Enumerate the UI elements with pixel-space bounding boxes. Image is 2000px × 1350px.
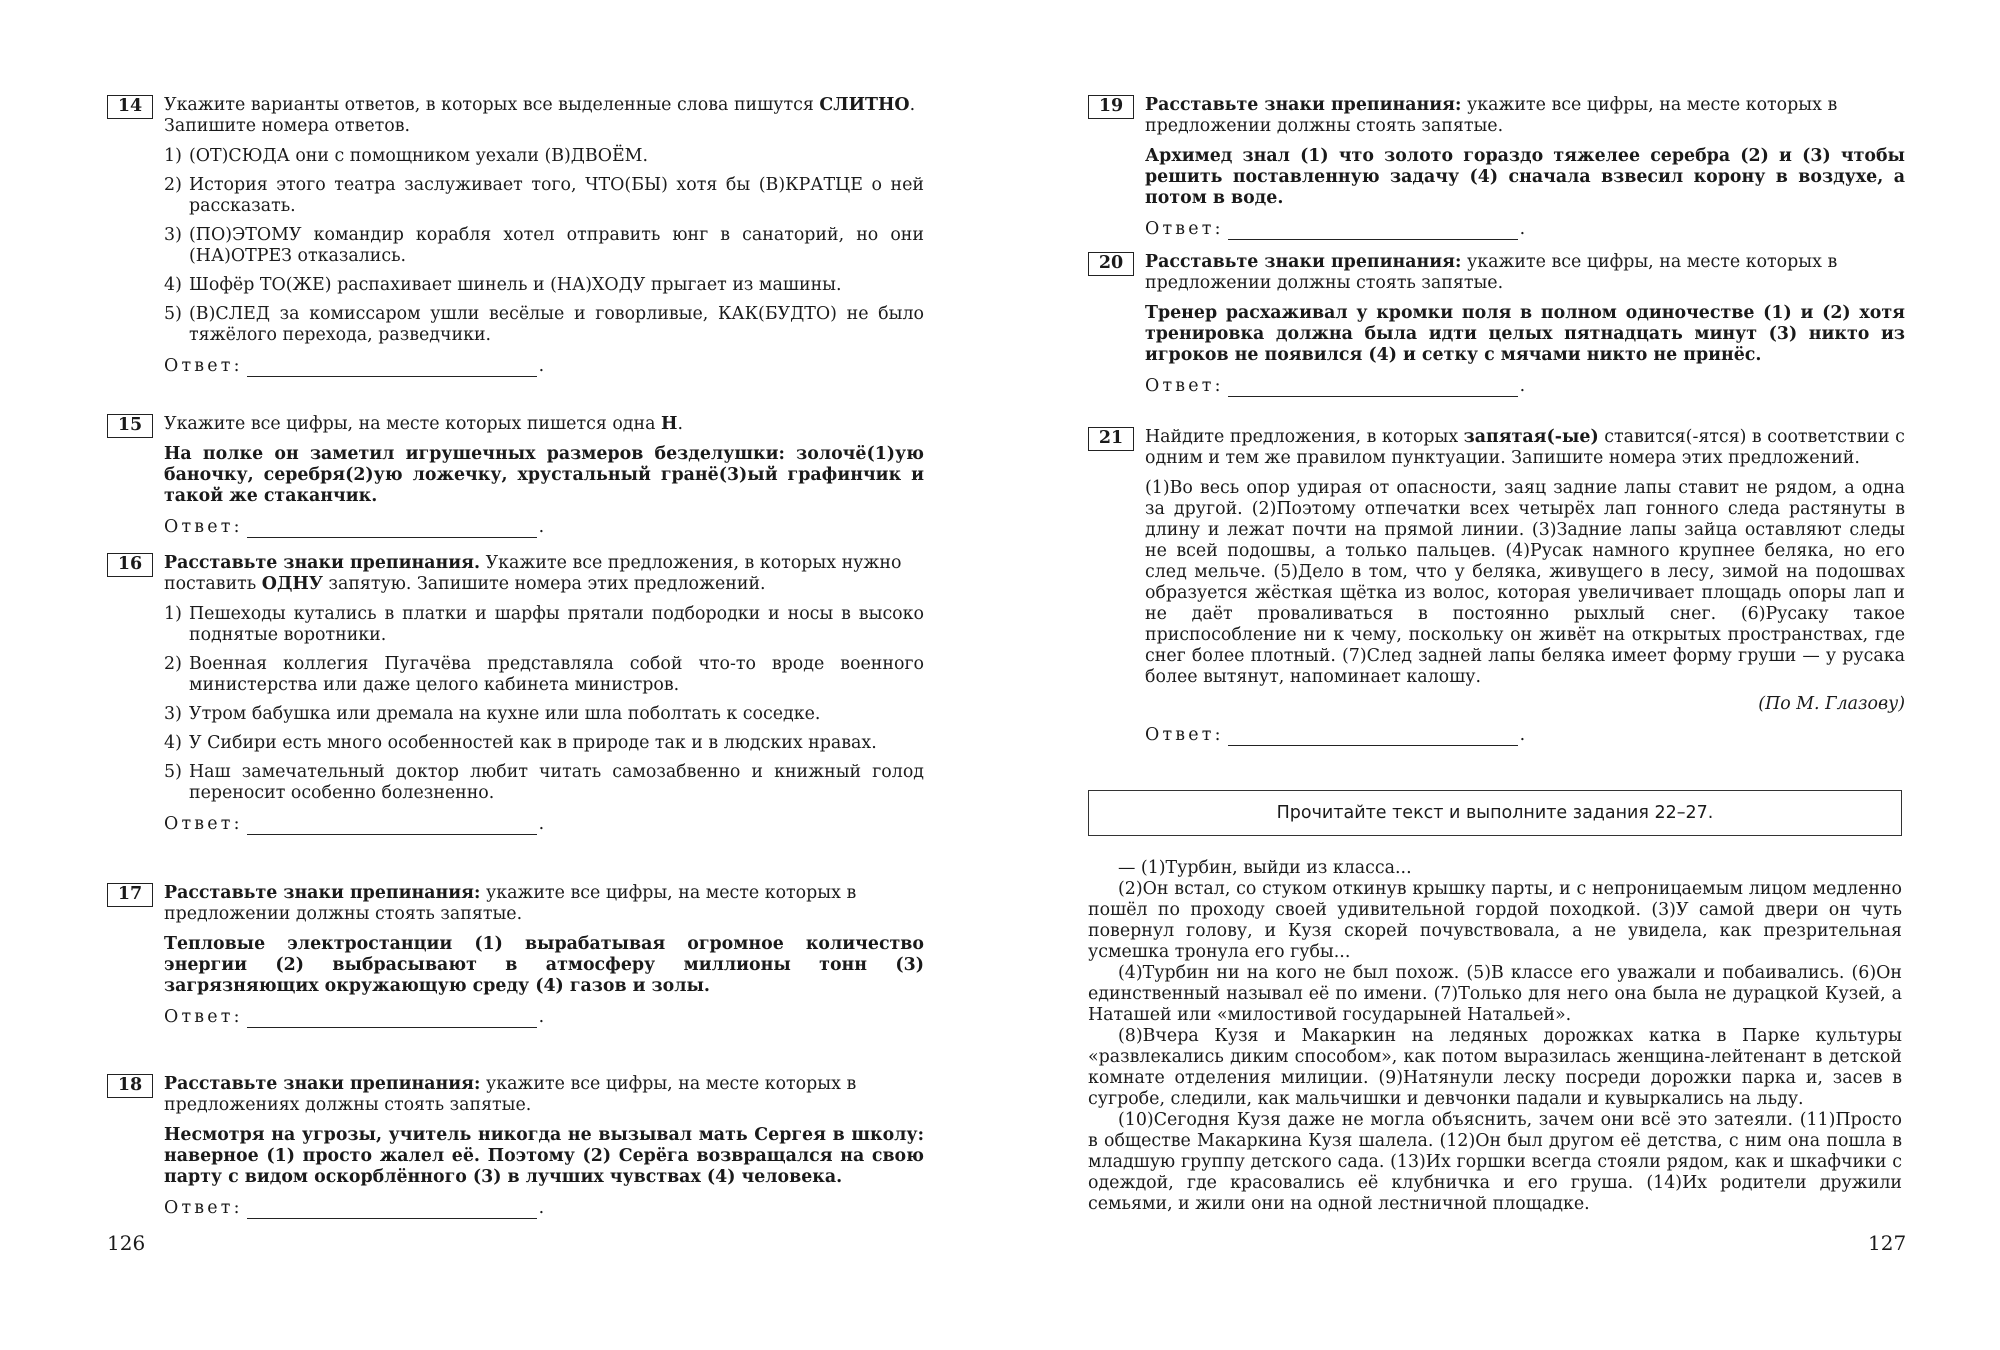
task-instruction: Найдите предложения, в которых запятая(-ые) ставится(-ятся) в соответствии с одним и тем же правилом пунктуации. Запишите номера этих предложений. <box>1145 427 1905 468</box>
read-text-banner: Прочитайте текст и выполните задания 22–27. <box>1088 790 1902 836</box>
task-number-box: 15 <box>107 414 153 438</box>
answer-field[interactable]: Ответ: . <box>164 1198 545 1218</box>
task-instruction: Расставьте знаки препинания: укажите все цифры, на месте которых в предложении должны стоять запятые. <box>1145 95 1838 136</box>
task-21 <box>1088 427 1905 746</box>
task-sentence: На полке он заметил игрушечных размеров безделушки: золочё(1)ую баночку, серебря(2)ую ложечку, хрустальный гранё(3)ый графинчик и такой же стаканчик. <box>164 444 924 506</box>
task-number-box: 19 <box>1088 95 1134 119</box>
answer-field[interactable]: Ответ: . <box>1145 376 1526 396</box>
task-17 <box>107 883 924 1028</box>
task-sentence: Тепловые электростанции (1) вырабатывая огромное количество энергии (2) выбрасывают в атмосферу миллионы тонн (3) загрязняющих окружающую среду (4) газов и золы. <box>164 934 924 996</box>
task-text: (1)Во весь опор удирая от опасности, заяц задние лапы ставит не рядом, а одна за другой. (2)Поэтому отпечатки всех четырёх лап гонного следа растянуты в длину и лежат почти на прямой линии. (3)Задние лапы зайца оставляют следы не всей подошвы, а только пальцев. (4)Русак намного крупнее беляка, но его след мельче. (5)Дело в том, что у беляка, живущего в лесу, зимой на подошвах образуется жёсткая щётка из волос, которая увеличивает площадь опоры лап и не даёт проваливаться в постоянно рыхлый снег. (6)Русаку такое приспособление ни к чему, поскольку он живёт на открытых пространствах, где снег более плотный. (7)След задней лапы беляка имеет форму груши — у русака более вытянут, напоминает калошу. <box>1145 478 1905 687</box>
task-19 <box>1088 95 1905 240</box>
option-item: 2) Военная коллегия Пугачёва представляла собой что-то вроде военного министерства или даже целого кабинета министров. <box>164 654 924 695</box>
passage-paragraph: (4)Турбин ни на кого не был похож. (5)В классе его уважали и побаивались. (6)Он единственный называл её по имени. (7)Только для него она была не дурацкой Кузей, а Наташей или «милостивой государыней Натальей». <box>1088 963 1902 1025</box>
task-number-box: 21 <box>1088 427 1134 451</box>
task-instruction: Расставьте знаки препинания: укажите все цифры, на месте которых в предложении должны стоять запятые. <box>1145 252 1838 293</box>
passage-paragraph: (8)Вчера Кузя и Макаркин на ледяных дорожках катка в Парке культуры «развлекались диким способом», как потом выразилась женщина-лейтенант в детской комнате отделения милиции. (9)Натянули леску посреди дорожки парка и, засев в сугробе, следили, как мальчишки и девчонки падали и кувыркались на льду. <box>1088 1026 1902 1109</box>
task-number-box: 17 <box>107 883 153 907</box>
page-number-right: 127 <box>1868 1231 1907 1255</box>
task-number-box: 16 <box>107 553 153 577</box>
option-item: 4) У Сибири есть много особенностей как в природе так и в людских нравах. <box>164 733 877 753</box>
answer-field[interactable]: Ответ: . <box>164 814 545 834</box>
answer-field[interactable]: Ответ: . <box>164 1007 545 1027</box>
option-item: 2) История этого театра заслуживает того, ЧТО(БЫ) хотя бы (В)КРАТЦЕ о ней рассказать. <box>164 175 924 216</box>
options-list <box>164 604 924 804</box>
answer-field[interactable]: Ответ: . <box>164 517 545 537</box>
task-instruction: Укажите все цифры, на месте которых пишется одна Н. <box>164 414 683 434</box>
option-item: 3) (ПО)ЭТОМУ командир корабля хотел отправить юнг в санаторий, но они (НА)ОТРЕЗ отказались. <box>164 225 924 266</box>
text-author: (По М. Глазову) <box>1758 694 1905 714</box>
task-14 <box>107 95 924 377</box>
task-instruction: Расставьте знаки препинания. Укажите все предложения, в которых нужно поставить ОДНУ запятую. Запишите номера этих предложений. <box>164 553 902 594</box>
passage-paragraph: (2)Он встал, со стуком откинув крышку парты, и с непроницаемым лицом медленно пошёл по проходу своей удивительной гордой походкой. (3)У самой двери он чуть повернул голову, и Кузя скорей почувствовала, а не увидела, как презрительная усмешка тронула его губы... <box>1088 879 1902 962</box>
task-sentence: Архимед знал (1) что золото гораздо тяжелее серебра (2) и (3) чтобы решить поставленную задачу (4) сначала взвесил корону в воздухе, а потом в воде. <box>1145 146 1905 208</box>
answer-field[interactable]: Ответ: . <box>1145 725 1526 745</box>
passage-paragraph: (10)Сегодня Кузя даже не могла объяснить, зачем они всё это затеяли. (11)Просто в обществе Макаркина Кузя шалела. (12)Он был другом её детства, с ним она пошла в младшую группу детского сада. (13)Их горшки всегда стояли рядом, как и шкафчики с одеждой, где красовались её клубничка и его груша. (14)Их родители дружили семьями, и жили они на одной лестничной площадке. <box>1088 1110 1902 1214</box>
task-instruction: Укажите варианты ответов, в которых все выделенные слова пишутся СЛИТНО. Запишите номера ответов. <box>164 95 916 136</box>
task-18 <box>107 1074 924 1219</box>
passage-paragraph: — (1)Турбин, выйди из класса... <box>1118 858 1412 878</box>
option-item: 5) (В)СЛЕД за комиссаром ушли весёлые и говорливые, КАК(БУДТО) не было тяжёлого перехода, разведчики. <box>164 304 924 345</box>
answer-field[interactable]: Ответ: . <box>1145 219 1526 239</box>
answer-field[interactable]: Ответ: . <box>164 356 545 376</box>
option-item: 4) Шофёр ТО(ЖЕ) распахивает шинель и (НА)ХОДУ прыгает из машины. <box>164 275 842 295</box>
reading-passage <box>1088 858 1902 1215</box>
task-sentence: Несмотря на угрозы, учитель никогда не вызывал мать Сергея в школу: наверное (1) просто жалел её. Поэтому (2) Серёга возвращался на свою парту с видом оскорблённого (3) в лучших чувствах (4) человека. <box>164 1125 924 1187</box>
option-item: 3) Утром бабушка или дремала на кухне или шла поболтать к соседке. <box>164 704 821 724</box>
option-item: 5) Наш замечательный доктор любит читать самозабвенно и книжный голод переносит особенно болезненно. <box>164 762 924 803</box>
task-15 <box>107 414 924 538</box>
option-item: 1) (ОТ)СЮДА они с помощником уехали (В)ДВОЁМ. <box>164 146 648 166</box>
task-sentence: Тренер расхаживал у кромки поля в полном одиночестве (1) и (2) хотя тренировка должна была идти целых пятнадцать минут (3) никто из игроков не появился (4) и сетку с мячами никто не принёс. <box>1145 303 1905 365</box>
task-number-box: 18 <box>107 1074 153 1098</box>
option-item: 1) Пешеходы кутались в платки и шарфы прятали подбородки и носы в высоко поднятые воротники. <box>164 604 924 645</box>
task-16 <box>107 553 924 835</box>
page-number-left: 126 <box>107 1231 146 1255</box>
options-list <box>164 146 924 346</box>
task-number-box: 20 <box>1088 252 1134 276</box>
task-instruction: Расставьте знаки препинания: укажите все цифры, на месте которых в предложениях должны стоять запятые. <box>164 1074 857 1115</box>
task-instruction: Расставьте знаки препинания: укажите все цифры, на месте которых в предложении должны стоять запятые. <box>164 883 857 924</box>
task-20 <box>1088 252 1905 397</box>
task-number-box: 14 <box>107 95 153 119</box>
